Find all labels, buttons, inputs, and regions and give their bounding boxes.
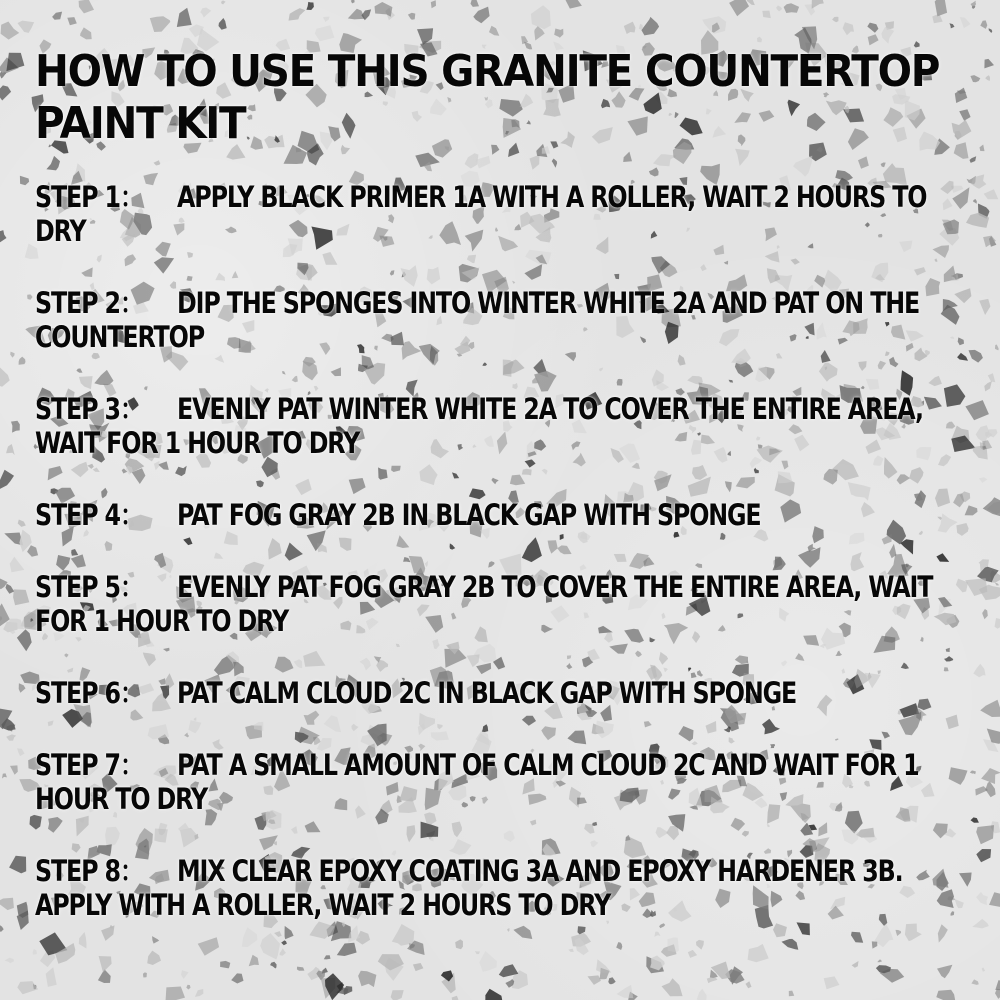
- granite-speckle: [315, 25, 335, 41]
- granite-speckle: [431, 0, 436, 8]
- granite-speckle: [776, 6, 782, 12]
- granite-speckle: [323, 17, 329, 22]
- granite-speckle: [995, 583, 999, 586]
- granite-speckle: [784, 3, 800, 13]
- step-3: [35, 392, 966, 460]
- granite-speckle: [195, 989, 204, 997]
- step-2: [35, 286, 966, 354]
- granite-speckle: [177, 8, 192, 27]
- step-6-text: PAT CALM CLOUD 2C IN BLACK GAP WITH SPONGE: [177, 676, 797, 710]
- granite-speckle: [979, 477, 987, 483]
- granite-speckle: [588, 975, 601, 985]
- granite-speckle: [972, 919, 989, 929]
- granite-speckle: [67, 17, 77, 25]
- granite-speckle: [391, 990, 404, 1000]
- granite-speckle: [707, 977, 718, 983]
- granite-speckle: [564, 0, 582, 9]
- granite-speckle: [970, 75, 980, 82]
- granite-speckle: [995, 989, 1000, 999]
- step-1-label: STEP 1：: [35, 180, 143, 214]
- granite-speckle: [10, 765, 18, 774]
- step-5-text: EVENLY PAT FOG GRAY 2B TO COVER THE ENTIRE AREA, WAIT FOR 1 HOUR TO DRY: [35, 570, 933, 638]
- granite-speckle: [970, 771, 976, 775]
- granite-speckle: [662, 978, 683, 996]
- granite-speckle: [995, 618, 1000, 629]
- granite-speckle: [9, 856, 26, 874]
- granite-speckle: [13, 589, 29, 605]
- page-title: HOW TO USE THIS GRANITE COUNTERTOP PAINT KIT: [35, 46, 940, 149]
- granite-speckle: [6, 584, 15, 594]
- granite-speckle: [471, 0, 480, 7]
- granite-speckle: [348, 9, 365, 20]
- granite-speckle: [757, 37, 762, 43]
- granite-speckle: [995, 980, 1000, 990]
- granite-speckle: [973, 199, 977, 204]
- granite-speckle: [824, 976, 840, 989]
- granite-speckle: [200, 8, 211, 18]
- granite-speckle: [960, 17, 971, 28]
- granite-speckle: [5, 958, 14, 964]
- granite-speckle: [985, 75, 990, 81]
- granite-speckle: [531, 5, 551, 29]
- granite-speckle: [98, 969, 111, 983]
- granite-speckle: [812, 0, 824, 9]
- granite-speckle: [641, 17, 659, 36]
- granite-speckle: [868, 34, 879, 45]
- step-list: [35, 180, 970, 922]
- granite-speckle: [639, 24, 643, 30]
- granite-speckle: [452, 996, 459, 1000]
- granite-speckle: [981, 768, 1000, 784]
- granite-speckle: [46, 967, 57, 987]
- granite-speckle: [150, 16, 171, 32]
- granite-speckle: [995, 345, 999, 351]
- granite-speckle: [17, 981, 38, 994]
- step-5-label: STEP 5：: [35, 570, 143, 604]
- granite-speckle: [989, 892, 1000, 907]
- granite-speckle: [165, 987, 185, 1000]
- granite-speckle: [27, 294, 32, 299]
- step-2-text: DIP THE SPONGES INTO WINTER WHITE 2A AND PAT ON THE COUNTERTOP: [35, 286, 920, 354]
- granite-speckle: [988, 373, 996, 382]
- step-7-label: STEP 7：: [35, 748, 143, 782]
- granite-speckle: [2, 773, 7, 778]
- granite-speckle: [937, 965, 952, 979]
- granite-speckle: [789, 991, 794, 997]
- granite-speckle: [973, 664, 985, 677]
- granite-speckle: [702, 16, 726, 33]
- granite-speckle: [10, 352, 14, 358]
- step-6-label: STEP 6：: [35, 676, 143, 710]
- granite-speckle: [6, 734, 16, 740]
- granite-speckle: [608, 977, 615, 984]
- granite-speckle: [980, 20, 987, 29]
- granite-speckle: [20, 176, 29, 186]
- granite-speckle: [375, 2, 393, 17]
- granite-speckle: [936, 990, 955, 1000]
- step-7: [35, 748, 966, 816]
- granite-speckle: [231, 973, 243, 983]
- step-2-label: STEP 2：: [35, 286, 143, 320]
- granite-speckle: [0, 925, 4, 932]
- granite-speckle: [984, 59, 994, 69]
- granite-speckle: [617, 985, 634, 998]
- granite-speckle: [596, 959, 611, 973]
- granite-speckle: [220, 961, 230, 969]
- granite-speckle: [181, 970, 189, 979]
- granite-speckle: [984, 189, 999, 199]
- granite-speckle: [79, 0, 94, 13]
- granite-speckle: [413, 963, 424, 971]
- step-1-text: APPLY BLACK PRIMER 1A WITH A ROLLER, WAIT 2 HOURS TO DRY: [35, 180, 927, 248]
- granite-speckle: [970, 156, 977, 163]
- granite-speckle: [935, 0, 947, 16]
- step-5: [35, 570, 966, 638]
- step-4-text: PAT FOG GRAY 2B IN BLACK GAP WITH SPONGE: [177, 498, 761, 532]
- granite-speckle: [982, 967, 985, 971]
- step-6: [35, 676, 966, 710]
- instruction-panel: [35, 46, 970, 960]
- granite-speckle: [697, 989, 707, 1000]
- granite-speckle: [983, 497, 1000, 516]
- granite-speckle: [17, 748, 24, 756]
- granite-speckle: [186, 985, 190, 990]
- granite-speckle: [867, 23, 878, 33]
- step-7-text: PAT A SMALL AMOUNT OF CALM CLOUD 2C AND WAIT FOR 1 HOUR TO DRY: [35, 748, 919, 816]
- granite-speckle: [289, 8, 306, 21]
- granite-speckle: [843, 22, 854, 35]
- granite-speckle: [0, 85, 11, 100]
- granite-speckle: [473, 7, 489, 24]
- granite-speckle: [971, 174, 986, 188]
- granite-speckle: [971, 817, 979, 822]
- granite-speckle: [624, 22, 636, 34]
- granite-speckle: [0, 367, 10, 387]
- granite-speckle: [10, 557, 25, 573]
- granite-speckle: [976, 892, 988, 905]
- granite-speckle: [358, 971, 376, 987]
- step-1: [35, 180, 966, 248]
- granite-speckle: [18, 520, 26, 527]
- granite-speckle: [52, 12, 62, 20]
- granite-speckle: [19, 683, 26, 693]
- granite-speckle: [852, 961, 859, 968]
- granite-speckle: [6, 444, 15, 455]
- granite-speckle: [221, 1, 226, 5]
- granite-speckle: [0, 230, 7, 243]
- granite-speckle: [0, 470, 14, 491]
- granite-speckle: [17, 629, 32, 651]
- granite-speckle: [18, 21, 35, 33]
- granite-speckle: [729, 0, 749, 16]
- granite-speckle: [0, 898, 14, 910]
- step-8-text: MIX CLEAR EPOXY COATING 3A AND EPOXY HARDENER 3B. APPLY WITH A ROLLER, WAIT 2 HOURS TO DRY: [35, 854, 903, 922]
- granite-speckle: [351, 0, 355, 3]
- granite-speckle: [762, 11, 770, 19]
- step-3-text: EVENLY PAT WINTER WHITE 2A TO COVER THE ENTIRE AREA, WAIT FOR 1 HOUR TO DRY: [35, 392, 923, 460]
- granite-speckle: [982, 609, 988, 619]
- step-4: [35, 498, 966, 532]
- granite-speckle: [971, 979, 978, 985]
- granite-speckle: [976, 849, 991, 862]
- granite-speckle: [306, 2, 314, 10]
- granite-speckle: [980, 700, 1000, 717]
- granite-speckle: [19, 357, 26, 365]
- granite-speckle: [485, 989, 503, 1000]
- granite-speckle: [984, 381, 992, 391]
- step-8-label: STEP 8：: [35, 854, 143, 888]
- granite-speckle: [980, 145, 985, 152]
- granite-speckle: [297, 967, 305, 971]
- step-8: [35, 854, 966, 922]
- granite-speckle: [969, 350, 983, 363]
- granite-speckle: [985, 782, 995, 798]
- granite-speckle: [489, 26, 499, 36]
- granite-speckle: [746, 981, 752, 988]
- granite-speckle: [881, 27, 894, 44]
- granite-speckle: [219, 18, 227, 30]
- granite-speckle: [989, 28, 993, 33]
- granite-speckle: [949, 23, 954, 28]
- granite-speckle: [1, 22, 20, 40]
- granite-speckle: [971, 1, 977, 7]
- step-3-label: STEP 3：: [35, 392, 143, 426]
- granite-speckle: [554, 29, 563, 38]
- granite-speckle: [979, 299, 990, 315]
- granite-speckle: [80, 27, 92, 39]
- step-4-label: STEP 4：: [35, 498, 143, 532]
- granite-speckle: [408, 13, 415, 20]
- granite-speckle: [832, 17, 838, 22]
- granite-speckle: [11, 421, 20, 433]
- granite-speckle: [143, 972, 147, 977]
- granite-speckle: [270, 962, 277, 969]
- granite-speckle: [976, 825, 994, 844]
